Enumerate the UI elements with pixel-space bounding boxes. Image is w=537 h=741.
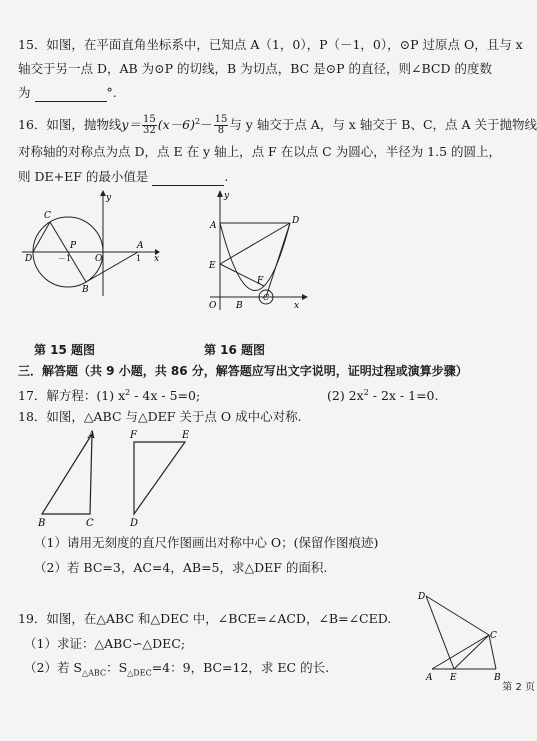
- fig15-caption: 第 15 题图: [34, 343, 96, 357]
- fig16-x-arrow-icon: [302, 294, 308, 300]
- fig16-label-o: O: [209, 301, 217, 311]
- fig19-label-d: D: [418, 592, 426, 602]
- q15-line3: [18, 85, 117, 102]
- q16-frac2-den: 8: [217, 125, 225, 137]
- q17-eq2: - 2x - 1=0.: [368, 388, 439, 404]
- fig18-label-a: A: [88, 430, 96, 441]
- q19-part1: （1）求证：△ABC∽△DEC;: [24, 636, 186, 651]
- q16-line3: [18, 169, 228, 186]
- q19-part2: [24, 660, 329, 682]
- q16-mid: (x－6): [157, 117, 195, 133]
- q15-answer-blank[interactable]: [35, 85, 107, 102]
- q16-answer-blank[interactable]: [152, 169, 224, 186]
- fig16-caption: 第 16 题图: [204, 343, 266, 357]
- q18-part2: （2）若 BC=3，AC=4，AB=5，求△DEF 的面积.: [34, 560, 328, 575]
- fig18-label-c: C: [86, 518, 94, 529]
- fig16-label-d: D: [292, 216, 300, 226]
- fig16-label-x: x: [294, 301, 300, 311]
- section-3-heading: 三．解答题（共 9 小题，共 86 分，解答题应写出文字说明，证明过程或演算步骤）: [18, 364, 468, 378]
- q16-line2: 对称轴的对称点为点 D，点 E 在 y 轴上，点 F 在以点 C 为圆心，半径为 1.5 的圆上，: [18, 144, 502, 159]
- q16-minus: －: [200, 117, 213, 133]
- q16-rest: 与 y 轴交于点 A，与 x 轴交于 B、C，点 A 关于抛物线: [229, 117, 537, 133]
- figure-19: [414, 588, 514, 688]
- q17-sup2: 2: [363, 388, 369, 397]
- fig15-label-1: 1: [136, 254, 142, 263]
- q15-line2: 轴交于另一点 D，AB 为⊙P 的切线，B 为切点，BC 是⊙P 的直径，则∠BCD 的度数: [18, 61, 492, 76]
- fig15-label-d: D: [25, 254, 33, 264]
- fig15-label-o: O: [95, 254, 103, 264]
- fig15-chord-cd: [33, 222, 50, 252]
- fig15-label-y: y: [106, 193, 112, 203]
- fig15-tangent-ab: [86, 252, 138, 282]
- q16-frac1-num: 15: [142, 114, 156, 126]
- q19-part2-mid: ：S: [106, 660, 128, 675]
- q19-part2-prefix: （2）若 S: [24, 660, 82, 675]
- fig19-segment-dc: [426, 596, 489, 635]
- fig15-label-a: A: [137, 241, 144, 251]
- fig15-label-x: x: [154, 254, 160, 264]
- fig16-label-b: B: [236, 301, 243, 311]
- fig19-label-c: C: [490, 631, 497, 641]
- fig15-label-minus1: －1: [58, 254, 72, 263]
- q17-sup1: 2: [125, 388, 131, 397]
- q16-line3-suffix: .: [224, 169, 229, 184]
- page-number: 第 2 页: [502, 682, 535, 693]
- fig16-label-c: C: [263, 293, 270, 302]
- fig19-segment-ac: [432, 635, 489, 669]
- figure-18: [30, 426, 200, 531]
- fig18-triangle-abc: [42, 434, 92, 514]
- q16-line3-prefix: 则 DE+EF 的最小值是: [18, 169, 149, 184]
- fig15-label-b: B: [82, 285, 89, 295]
- fig18-label-d: D: [130, 518, 139, 529]
- figure-16: [200, 188, 310, 316]
- fig19-label-e: E: [450, 673, 457, 683]
- q19-sub1: △ABC: [82, 668, 107, 678]
- q19-stem: 19．如图，在△ABC 和△DEC 中，∠BCE=∠ACD，∠B=∠CED.: [18, 611, 392, 626]
- q17-part2-label: (2) 2x: [327, 388, 364, 404]
- q16-line1: [18, 110, 537, 137]
- q17-label: 17．解方程：(1) x: [18, 388, 126, 404]
- q18-part1: （1）请用无刻度的直尺作图画出对称中心 O；(保留作图痕迹): [34, 535, 379, 550]
- q16-frac1-den: 32: [142, 125, 156, 137]
- fig18-triangle-def: [134, 442, 185, 514]
- q17-line: [18, 385, 200, 404]
- q16-frac2-num: 15: [214, 114, 228, 126]
- fig19-label-b: B: [494, 673, 501, 683]
- q16-intro: 16．如图，抛物线: [18, 117, 122, 133]
- fig16-label-e: E: [209, 261, 216, 271]
- q18-stem: 18．如图，△ABC 与△DEF 关于点 O 成中心对称.: [18, 409, 302, 424]
- fig18-label-f: F: [130, 430, 137, 441]
- q16-sup: 2: [194, 117, 201, 126]
- fig15-label-c: C: [44, 211, 51, 221]
- fig16-label-y: y: [224, 191, 230, 201]
- fig19-label-a: A: [426, 673, 433, 683]
- fig16-segment-dc: [266, 223, 290, 297]
- fig15-label-p: P: [70, 241, 77, 251]
- q17-part2: [327, 385, 438, 404]
- q15-line3-suffix: °.: [106, 85, 117, 100]
- fig16-y-arrow-icon: [217, 190, 223, 197]
- figure-15: [20, 188, 160, 298]
- fig16-label-a: A: [210, 221, 217, 231]
- fig16-label-f: F: [257, 276, 264, 286]
- q15-line1: 15．如图，在平面直角坐标系中，已知点 A（1，0），P（－1，0），⊙P 过原点 O，且与 x: [18, 37, 523, 52]
- q19-sub2: △DEC: [127, 668, 152, 678]
- q15-line3-prefix: 为: [18, 85, 31, 100]
- fig18-label-b: B: [38, 518, 46, 529]
- q16-yeq: y＝: [121, 117, 141, 133]
- fig19-segment-ec: [454, 635, 489, 669]
- q16-frac2: [214, 115, 229, 136]
- q17-eq1: - 4x - 5=0;: [130, 388, 201, 404]
- q16-frac1: [142, 115, 157, 136]
- fig18-label-e: E: [182, 430, 190, 441]
- q19-part2-rest: =4：9，BC=12，求 EC 的长.: [151, 660, 330, 675]
